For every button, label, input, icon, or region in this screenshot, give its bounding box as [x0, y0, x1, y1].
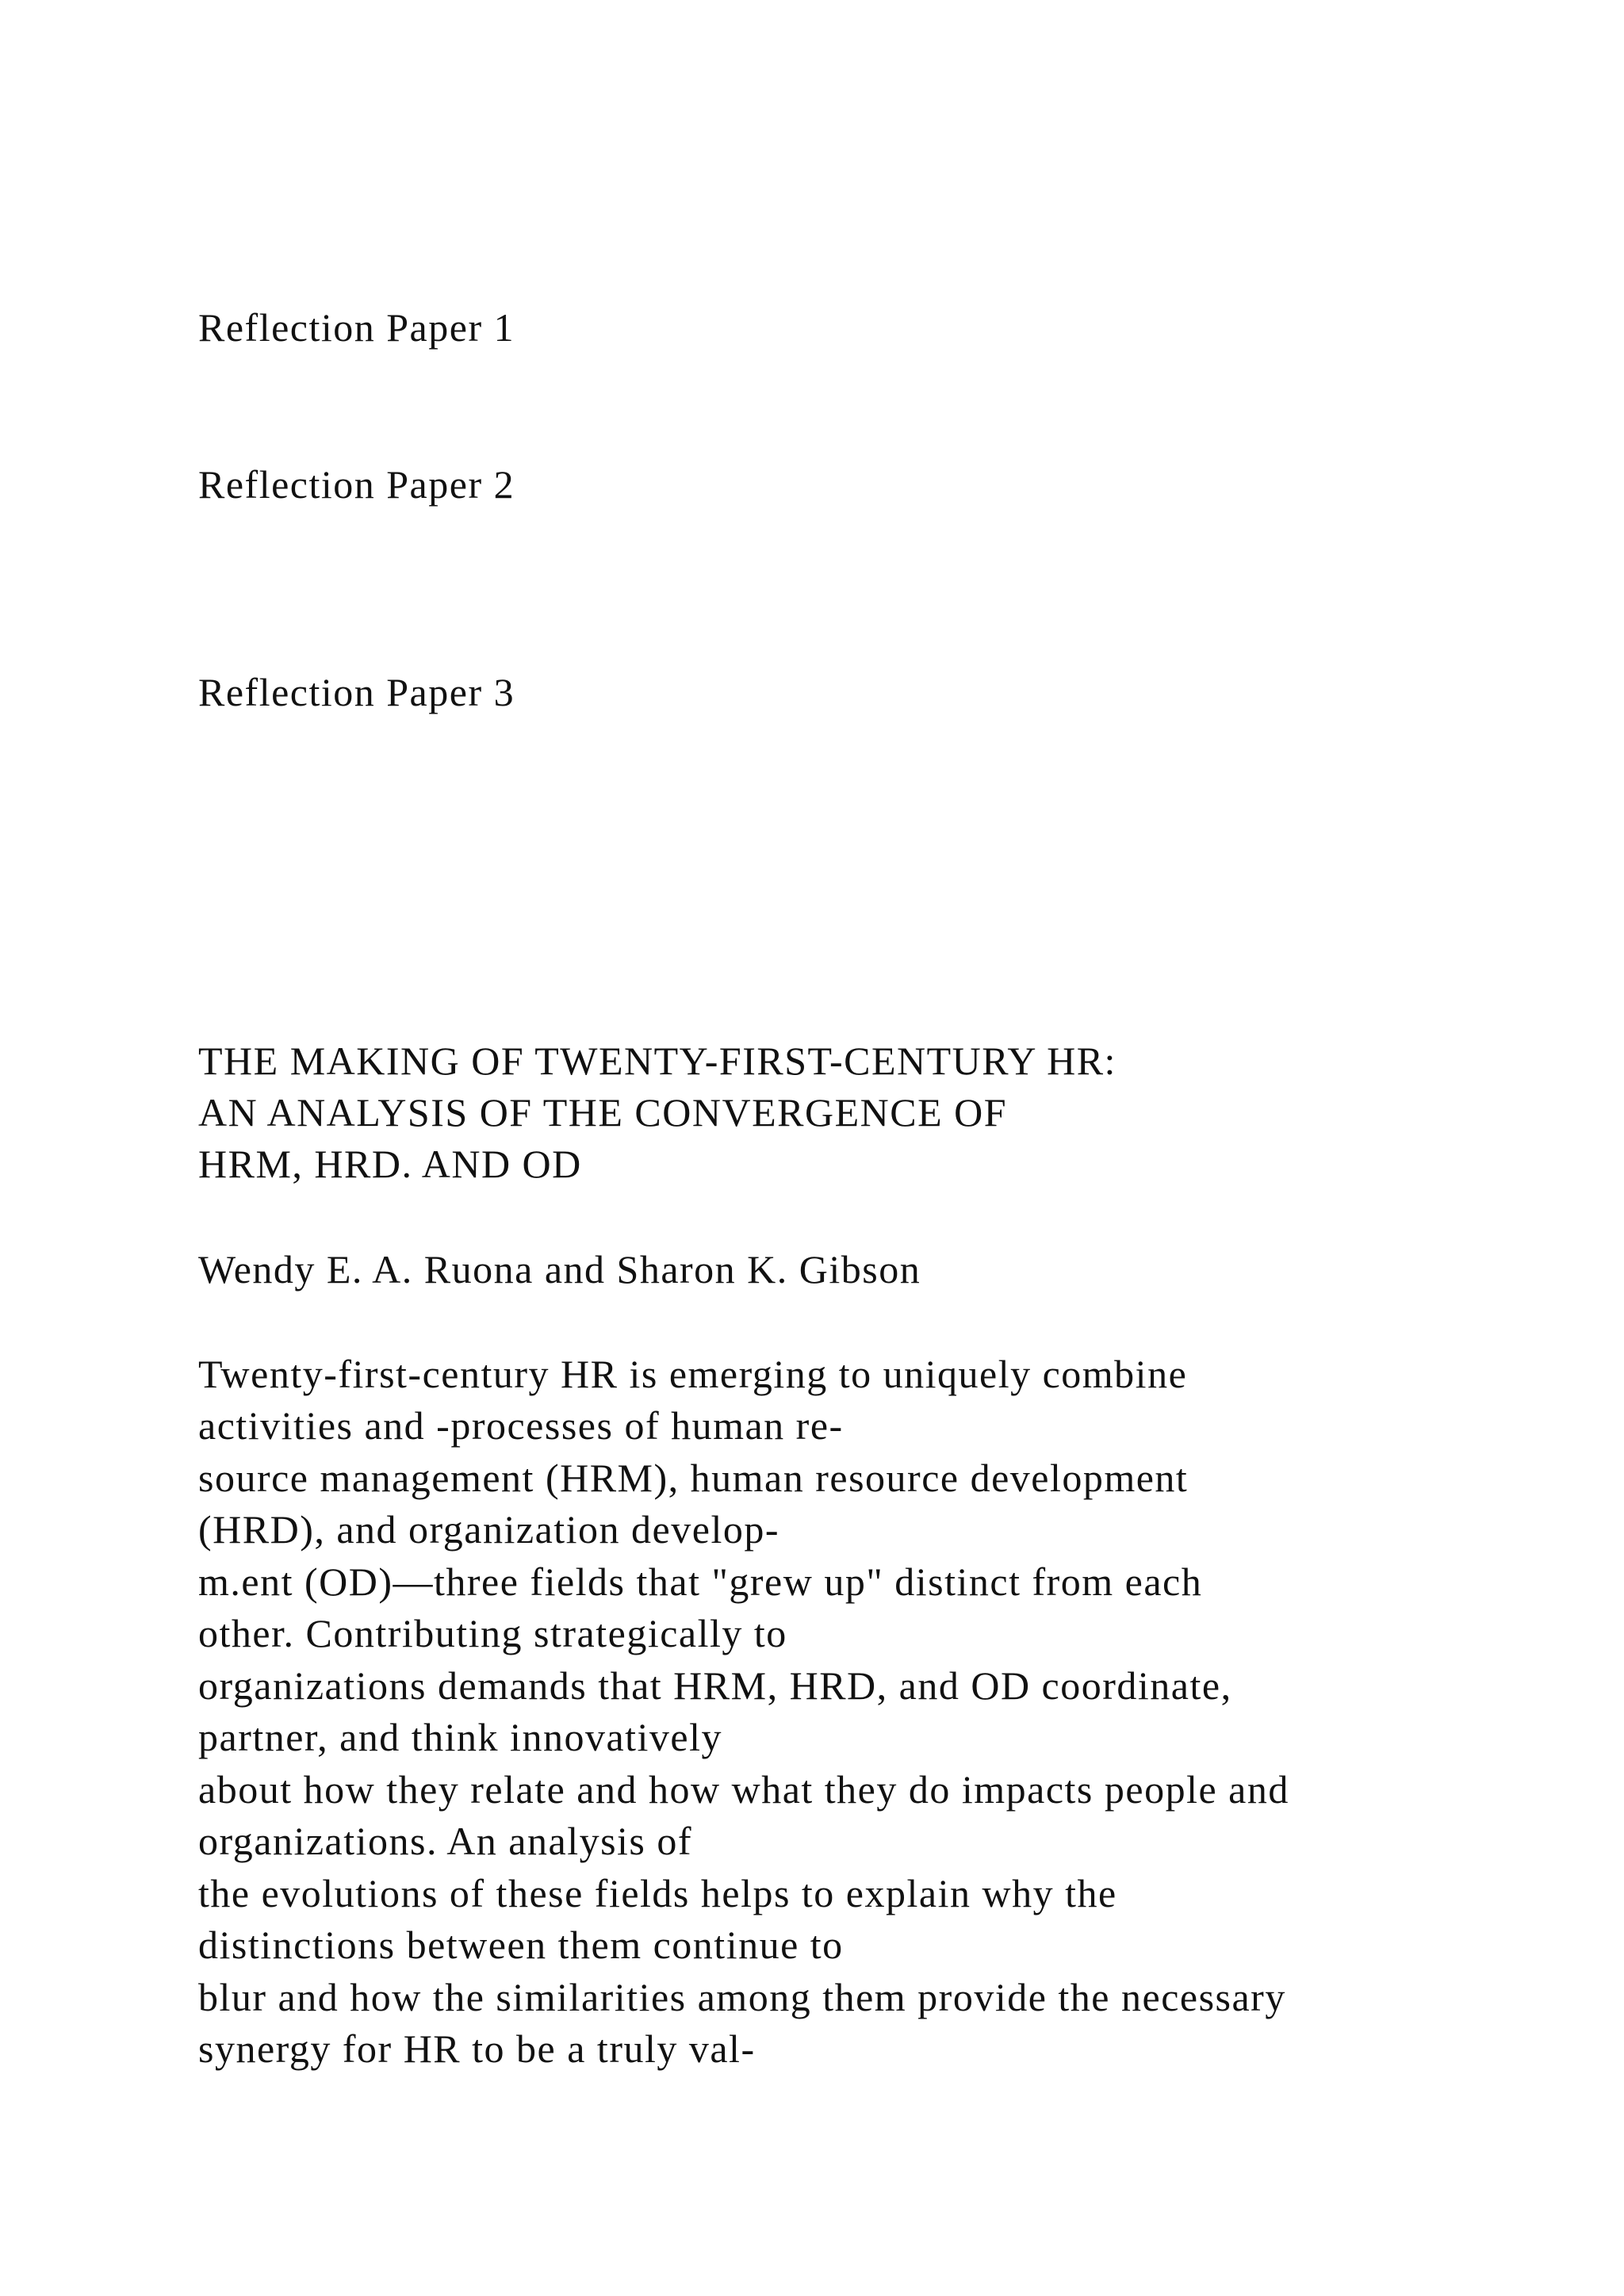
article-title-line-1: THE MAKING OF TWENTY-FIRST-CENTURY HR: [198, 1039, 1116, 1083]
abstract-line: organizations. An analysis of [198, 1819, 693, 1863]
abstract-line: partner, and think innovatively [198, 1715, 723, 1759]
abstract-line: source management (HRM), human resource development [198, 1456, 1189, 1500]
abstract-line: blur and how the similarities among them provide the necessary [198, 1975, 1286, 2019]
heading-reflection-paper-1: Reflection Paper 1 [198, 305, 515, 350]
abstract-line: the evolutions of these fields helps to explain why the [198, 1871, 1117, 1915]
abstract-line: distinctions between them continue to [198, 1923, 844, 1967]
abstract-line: synergy for HR to be a truly val- [198, 2026, 756, 2071]
heading-reflection-paper-2: Reflection Paper 2 [198, 462, 515, 507]
abstract-line: organizations demands that HRM, HRD, and OD coordinate, [198, 1663, 1232, 1708]
heading-reflection-paper-3: Reflection Paper 3 [198, 670, 515, 714]
abstract-line: Twenty-first-century HR is emerging to uniquely combine [198, 1352, 1188, 1396]
abstract-line: (HRD), and organization develop- [198, 1507, 779, 1552]
abstract-line: activities and -processes of human re- [198, 1403, 844, 1448]
abstract-line: m.ent (OD)—three fields that "grew up" distinct from each [198, 1559, 1203, 1604]
article-authors: Wendy E. A. Ruona and Sharon K. Gibson [198, 1247, 921, 1292]
article-title-line-3: HRM, HRD. AND OD [198, 1142, 582, 1186]
abstract-line: about how they relate and how what they do impacts people and [198, 1767, 1289, 1812]
abstract-line: other. Contributing strategically to [198, 1611, 787, 1655]
article-title-line-2: AN ANALYSIS OF THE CONVERGENCE OF [198, 1090, 1008, 1135]
